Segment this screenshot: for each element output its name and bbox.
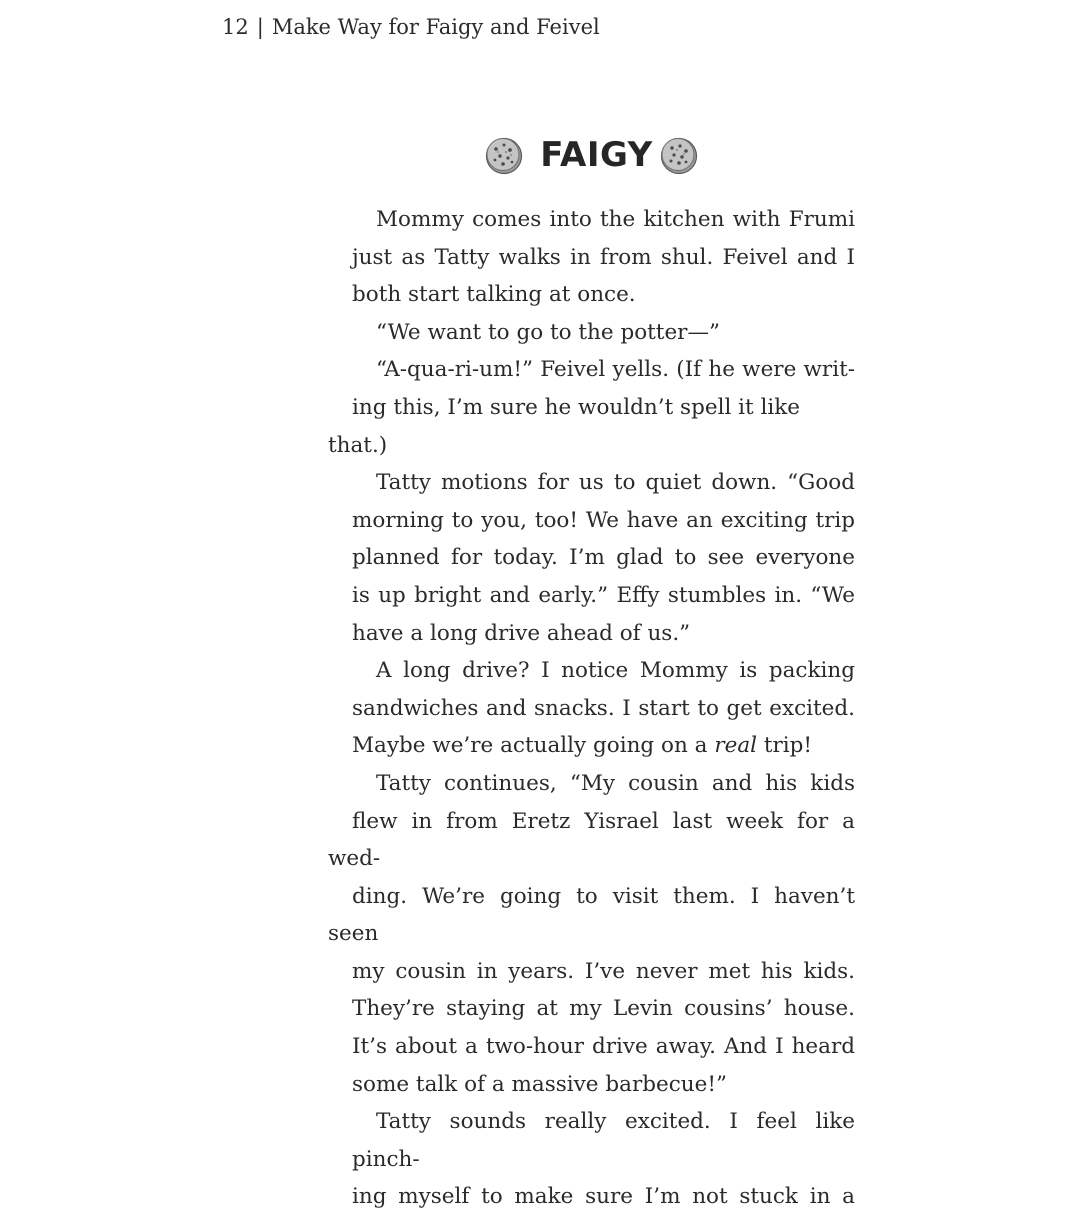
running-header	[222, 13, 600, 41]
text-line: It’s about a two-hour drive away. And I heard	[352, 1034, 855, 1060]
text-line: Tatty motions for us to quiet down. “Good	[376, 470, 855, 496]
text-segment: trip!	[757, 733, 813, 759]
text-line: just as Tatty walks in from shul. Feivel and I	[352, 244, 855, 270]
page-number: 12	[222, 15, 249, 39]
text-line: have a long drive ahead of us.”	[352, 620, 691, 646]
text-line: Mommy comes into the kitchen with Frumi	[376, 207, 855, 232]
emphasized-word: real	[714, 733, 758, 759]
cookie-icon	[484, 135, 524, 175]
chapter-heading	[328, 132, 855, 178]
text-line: A long drive? I notice Mommy is packing	[376, 658, 855, 684]
cookie-icon	[659, 135, 699, 175]
text-line: ding. We’re going to visit them. I haven’t seen	[328, 883, 855, 947]
text-line: Tatty sounds really excited. I feel like pinch-	[352, 1109, 855, 1172]
text-line: ing this, I’m sure he wouldn’t spell it like that.)	[328, 394, 801, 458]
text-line: planned for today. I’m glad to see everyone	[352, 545, 855, 571]
paragraph	[328, 201, 855, 314]
paragraph	[328, 314, 855, 352]
text-line: “We want to go to the potter—”	[376, 319, 720, 345]
chapter-body-text	[328, 201, 855, 1210]
text-line: They’re staying at my Levin cousins’ house.	[352, 996, 855, 1022]
header-separator: |	[256, 15, 264, 39]
text-segment: Maybe we’re actually going on a	[352, 733, 715, 759]
text-line: both start talking at once.	[352, 282, 636, 308]
text-line: ing myself to make sure I’m not stuck in a	[352, 1184, 855, 1210]
paragraph	[328, 464, 855, 652]
book-title: Make Way for Faigy and Feivel	[271, 15, 600, 39]
paragraph	[328, 765, 855, 1103]
text-line: sandwiches and snacks. I start to get excited.	[352, 695, 855, 721]
paragraph	[328, 652, 855, 765]
text-line: Tatty continues, “My cousin and his kids	[376, 770, 855, 796]
text-line: my cousin in years. I’ve never met his kids.	[352, 958, 855, 984]
text-line	[328, 727, 855, 765]
text-line: is up bright and early.” Effy stumbles in. “We	[352, 582, 855, 608]
paragraph	[328, 1103, 855, 1216]
text-line: some talk of a massive barbecue!”	[352, 1071, 727, 1097]
paragraph	[328, 351, 855, 464]
text-line: flew in from Eretz Yisrael last week for a wed-	[328, 808, 855, 872]
chapter-title: FAIGY	[540, 135, 653, 175]
text-line: morning to you, too! We have an exciting trip	[352, 507, 855, 533]
text-line: “A-qua-ri-um!” Feivel yells. (If he were writ-	[376, 357, 855, 383]
